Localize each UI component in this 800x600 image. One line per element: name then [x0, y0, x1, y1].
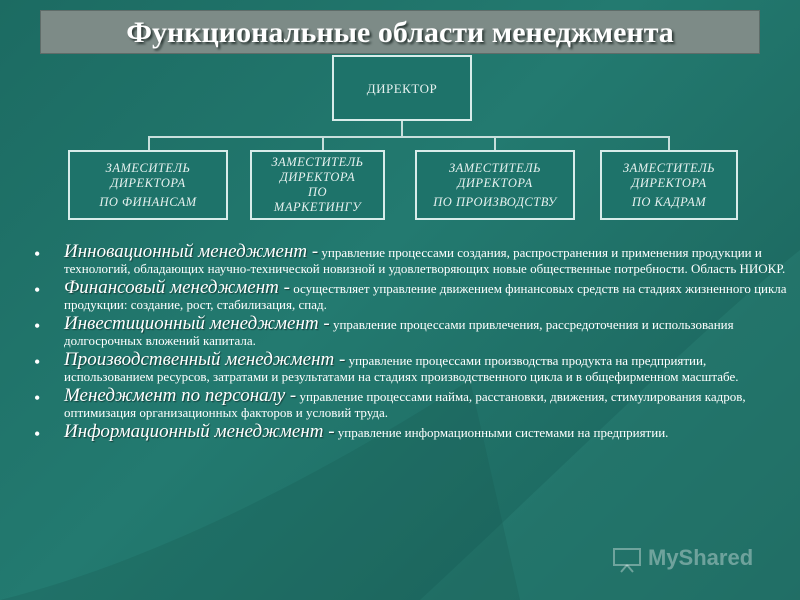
- bullet-icon: •: [34, 388, 41, 408]
- deputy-box-marketing: [250, 150, 385, 220]
- deputy-box-production: [415, 150, 575, 220]
- bullet-icon: •: [34, 244, 41, 264]
- watermark-text: MyShared: [648, 545, 754, 570]
- deputy-line: ПО КАДРАМ: [631, 194, 707, 209]
- deputy-line: ДИРЕКТОРА: [457, 175, 533, 190]
- deputy-line: ПО: [307, 185, 328, 199]
- item-description: осуществляет управление движением финансовых средств на стадиях жизненного цикла продукции: созданиe, рост, стабилизация, спад.: [64, 281, 787, 312]
- title-bar: [40, 10, 760, 54]
- item-description: управление процессами найма, расстановки, движения, стимулирования кадров, оптимизация организационных факторов и условий труда.: [64, 389, 746, 420]
- deputy-line: ЗАМЕСТИТЕЛЬ: [271, 155, 364, 169]
- list-item: [30, 421, 790, 444]
- connector-vertical-director: [401, 121, 403, 137]
- presentation-icon: [612, 547, 642, 573]
- item-term: Информационный менеджмент -: [64, 421, 335, 442]
- item-term: Финансовый менеджмент -: [64, 277, 290, 298]
- deputy-box-personnel: [600, 150, 738, 220]
- connector-horizontal: [148, 136, 670, 138]
- deputy-line: ПО ПРОИЗВОДСТВУ: [433, 194, 557, 209]
- connector-drop-4: [668, 136, 670, 150]
- director-label: ДИРЕКТОР: [366, 80, 438, 96]
- item-term: Менеджмент по персоналу -: [64, 385, 297, 406]
- list-item: [30, 385, 790, 421]
- management-areas-list: [30, 241, 790, 444]
- list-item: [30, 241, 790, 277]
- bullet-icon: •: [34, 352, 41, 372]
- list-item: [30, 313, 790, 349]
- item-term: Инвестиционный менеджмент -: [64, 313, 330, 334]
- connector-drop-2: [322, 136, 324, 150]
- item-term: Производственный менеджмент -: [64, 349, 346, 370]
- list-item: [30, 349, 790, 385]
- deputy-line: ЗАМЕСИТЕЛЬ: [105, 160, 191, 175]
- deputy-line: МАРКЕТИНГУ: [273, 200, 362, 214]
- deputy-line: ДИРЕКТОРА: [279, 170, 356, 184]
- item-description: управление процессами производства продукта на предприятии, использованием ресурсов, затратами и результатами на стадиях производственного цикла и в общефирменном масштабе.: [64, 353, 739, 384]
- connector-drop-1: [148, 136, 150, 150]
- bullet-icon: •: [34, 316, 41, 336]
- bullet-icon: •: [34, 424, 41, 444]
- item-description: управление процессами привлечения, рассредоточения и использования долгосрочных вложений капитала.: [64, 317, 734, 348]
- deputy-line: ДИРЕКТОРА: [110, 175, 186, 190]
- list-item: [30, 277, 790, 313]
- page-title: Функциональные области менеджмента: [126, 16, 674, 49]
- deputy-line: ДИРЕКТОРА: [631, 175, 707, 190]
- deputy-line: ПО ФИНАНСАМ: [99, 194, 197, 209]
- item-description: управление процессами создания, распространения и применения продукции и технологий, обладающих научно-технической новизной и удовлетворяющих новые общественные потребности. Область НИОКР.: [64, 245, 786, 276]
- item-term: Инновационный менеджмент -: [64, 241, 319, 262]
- item-description: управление информационными системами на предприятии.: [334, 425, 669, 440]
- deputy-box-finance: [68, 150, 228, 220]
- director-box: [332, 55, 472, 121]
- connector-drop-3: [494, 136, 496, 150]
- deputy-line: ЗАМЕСТИТЕЛЬ: [448, 160, 542, 175]
- deputy-line: ЗАМЕСТИТЕЛЬ: [622, 160, 716, 175]
- bullet-icon: •: [34, 280, 41, 300]
